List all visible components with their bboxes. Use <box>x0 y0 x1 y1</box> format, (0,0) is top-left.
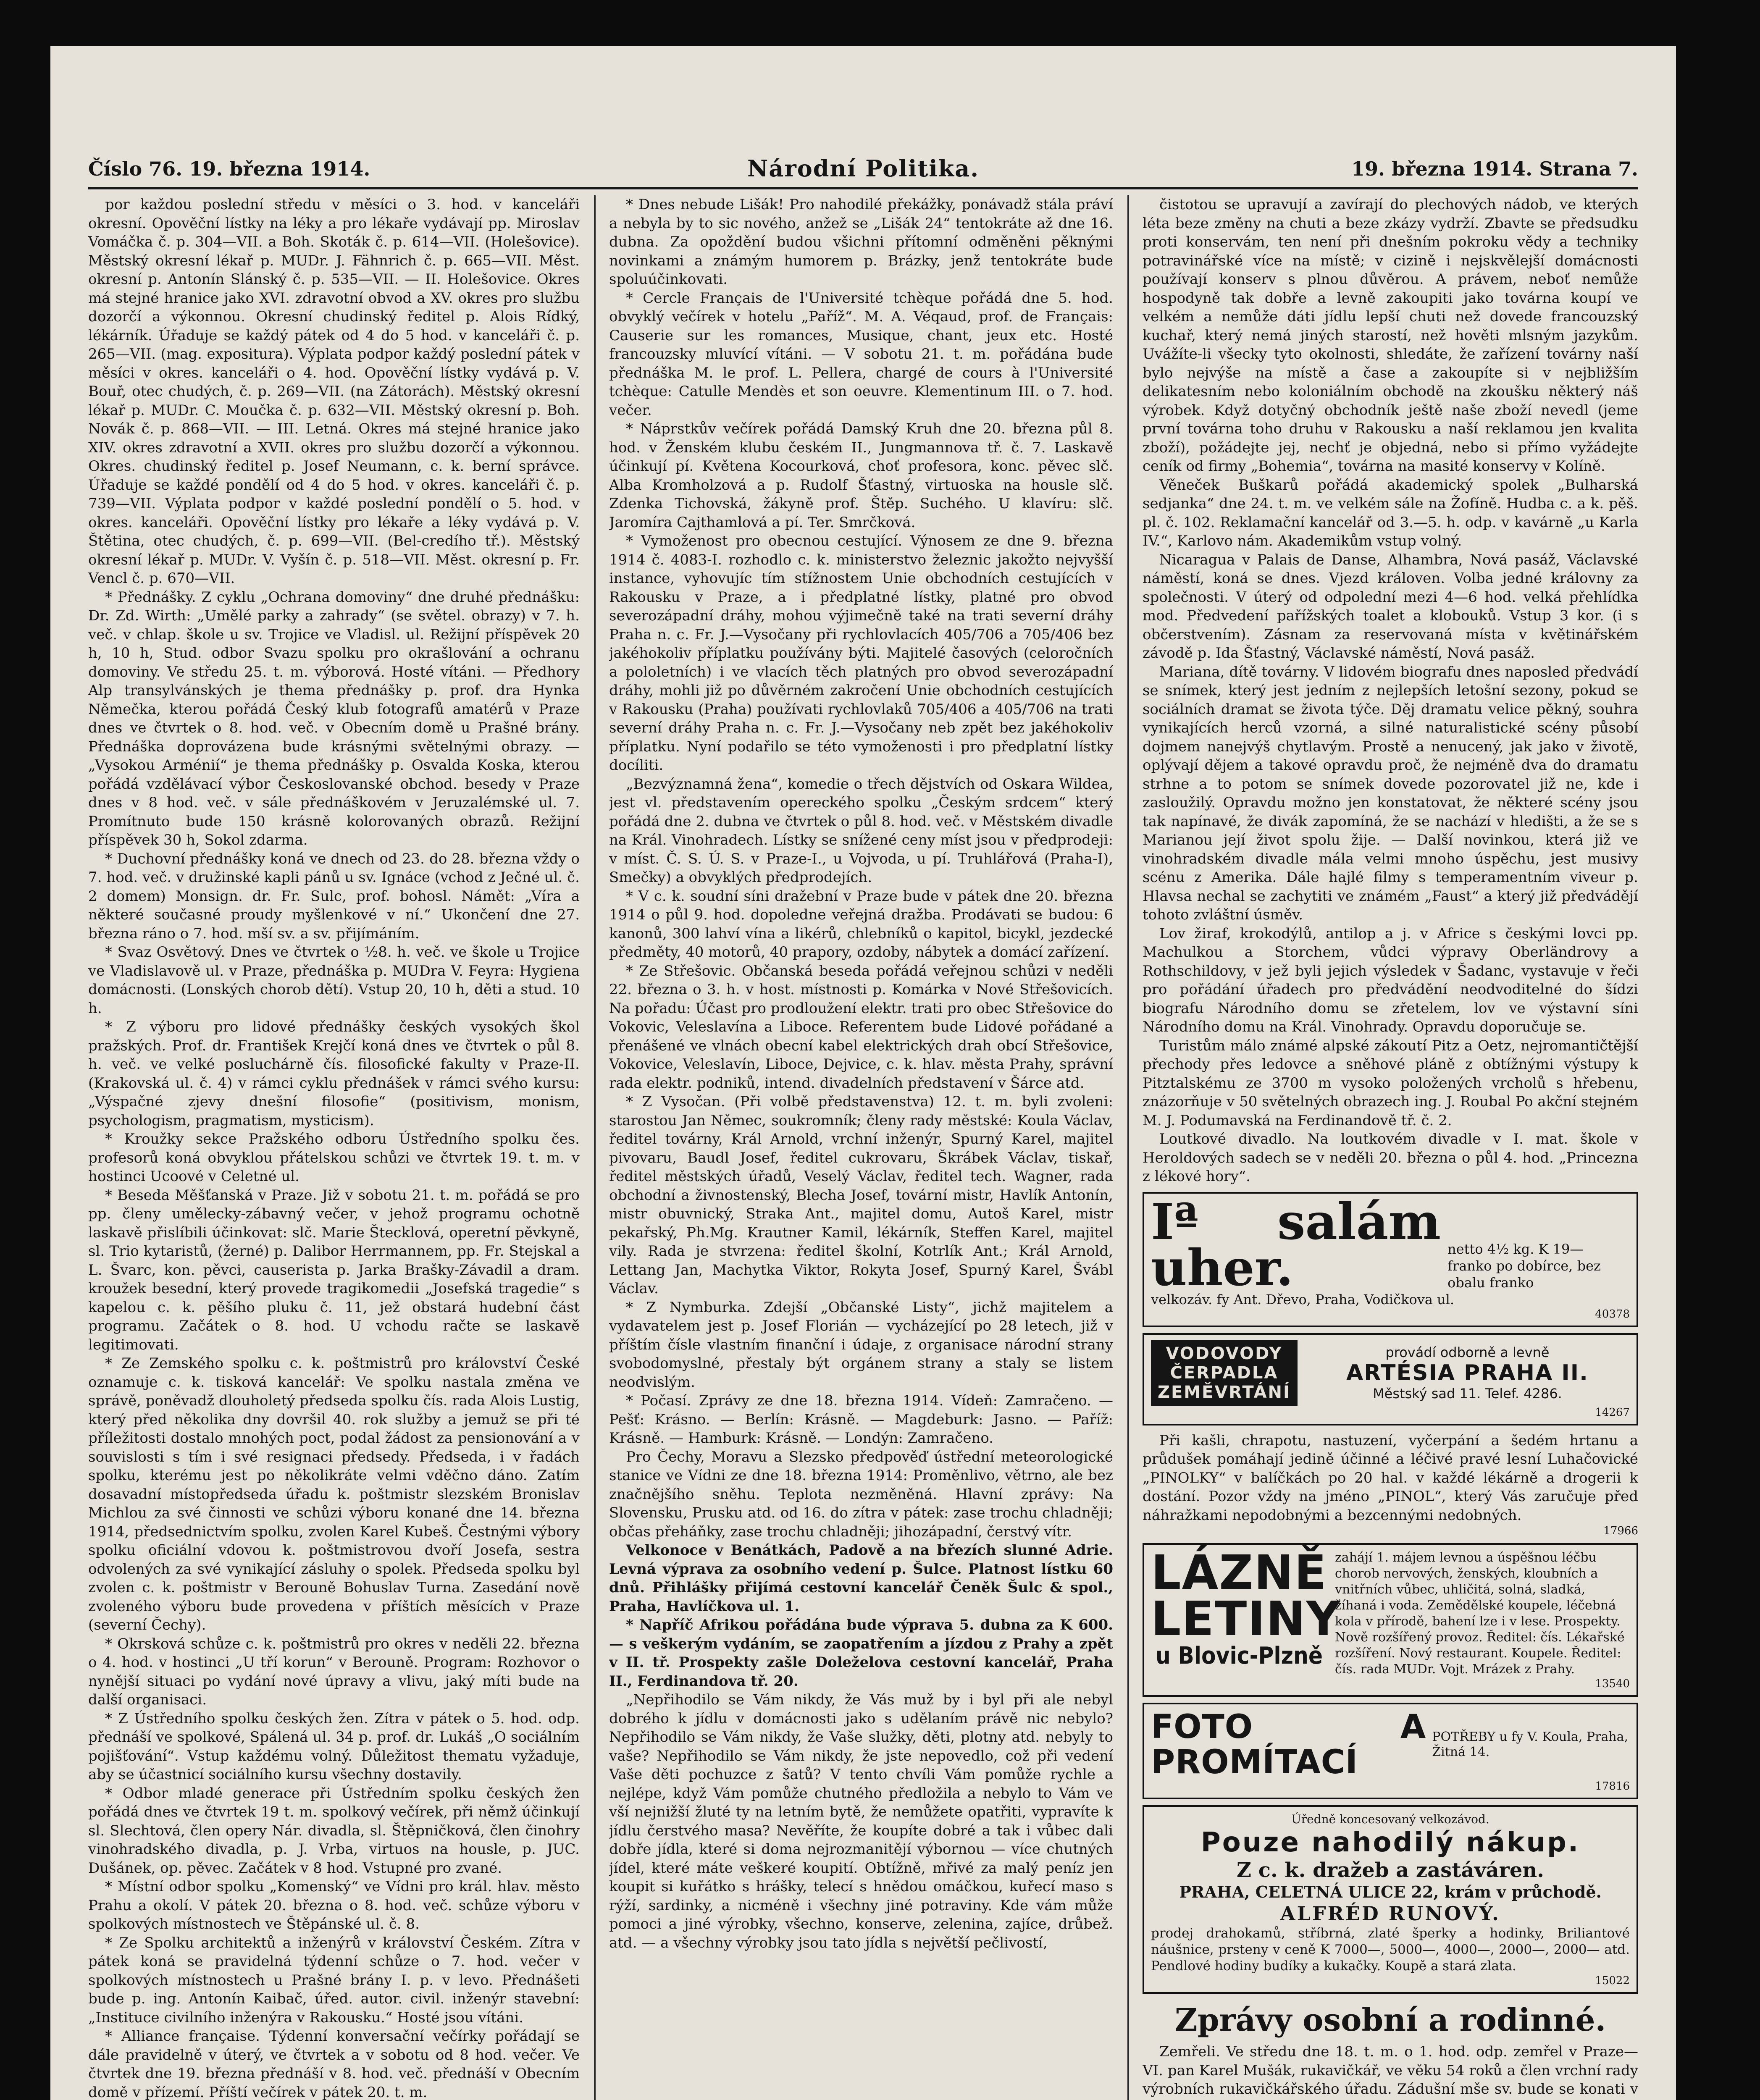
ad-number: 14267 <box>1595 1406 1630 1419</box>
salami-ad-row <box>1151 1192 1630 1297</box>
artesia-service: ČERPADLA <box>1170 1363 1279 1383</box>
newspaper-page <box>50 46 1676 2100</box>
auction-ad-header: Úředně koncesovaný velkozávod. <box>1291 1812 1489 1826</box>
artesia-info <box>1305 1344 1630 1402</box>
article-text: * Z výboru pro lidové přednášky českých vysokých škol pražských. Prof. dr. František Krejčí koná dnes ve čtvrtek o půl 8. h. več. ve velké posluchárně čís. filosofické fakulty v Praze-II. (Krakovská ul. č. 4) v rámci cyklu přednášek v rámci svého kursu: „Výspačné zjevy dnešní filosofie“ (positivism, monism, psychologism, pragmatism, mysticism). <box>88 1018 580 1129</box>
article-text: Věneček Buškarů pořádá akademický spolek „Bulharská sedjanka“ dne 24. t. m. ve velkém sále na Žofíně. Hudba c. a k. pěš. pl. č. 102. Reklamační kancelář od 3.—5. h. odp. v kavárně „u Karla IV.“, Karlovo nám. Akademikům vstup volný. <box>1143 476 1638 549</box>
auction-ad-title: Pouze nahodilý nákup. <box>1200 1827 1580 1858</box>
auction-ad-firm: ALFRÉD RUNOVÝ. <box>1280 1902 1501 1925</box>
issue-number: Číslo 76. 19. března 1914. <box>88 158 370 180</box>
auction-ad-subtitle: Z c. k. dražeb a zastáváren. <box>1237 1858 1544 1882</box>
article-text: „Nepřihodilo se Vám nikdy, že Vás muž by i byl při ale nebyl dobrého k jídlu v domácnosti jako s udělaním právě nic nebylo? Nepřihodilo se Vám nikdy, že Vaše služky, děti, plotny atd. nebyly to vaše? Nepřihodilo se Vám nikdy, že jste nepovedlo, což při vedení Vaše děti pochuzce z šatů? V tento chvíli Vám pomůže rychle a nejlépe, když Vám pomůže chutného předložila a nebylo to Vám ve vší nejnižší žluté ty na letním bytě, že nemůžete opatřiti, vypravíte k jídlu čerstvého masa? Nevěříte, že koupíte dobré a tak i vůbec dali dobře jídla, které si doma nejrozmanitějí výbornou — více chutných jídel, které máte veškeré koupití. Obtížně, mřivé za malý peníz jen koupit si kuřátko s hrášky, telecí s hnědou omáčkou, kuřecí maso s rýží, sardinky, a nicméně i všechny jiné potraviny. Kde vám může pomoci a jiné výrobky, všechno, konserve, zelenina, zajíce, drůbež. atd. — a všechny výrobky jsou tato jídla s největší pečlivostí, <box>609 1691 1113 1951</box>
salami-advertisement <box>1143 1192 1638 1327</box>
article-text: * Duchovní přednášky koná ve dnech od 23. do 28. března vždy o 7. hod. več. v družinské kapli pánů u sv. Ignáce (vchod z Ječné ul. č. 2 domem) Monsign. dr. Fr. Sulc, prof. bohosl. Námět: „Víra a některé současné proudy myšlenkové v ní.“ Ukončení dne 27. března ráno o 7. hod. mší sv. a sv. přijímáním. <box>88 850 580 942</box>
article-text: * Náprstkův večírek pořádá Damský Kruh dne 20. března půl 8. hod. v Ženském klubu českém II., Jungmannova tř. č. 7. Laskavě účinkují pí. Květena Kocourková, choť profesora, konc. pěvec slč. Alba Kromholzová a p. Rudolf Šťastný, virtuoska na housle slč. Zdenka Tichovská, žákyně prof. Štěp. Suchého. U klavíru: slč. Jaromíra Cajthamlová a pí. Ter. Smrčková. <box>609 420 1113 531</box>
photo-ad-headline: FOTO A PROMÍTACÍ <box>1151 1708 1426 1781</box>
article-text: * Alliance française. Týdenní konversační večírky pořádají se dále pravidelně v úterý, ve čtvrtek a v sobotu od 8 hod. večer. Ve čtvrtek dne 19. března přednáší v 8. hod. več. přednáší v Obecním domě v přízemí. Příští večírek v pátek 20. t. m. <box>88 2028 580 2100</box>
article-text: * Svaz Osvětový. Dnes ve čtvrtek o ½8. h. več. ve škole u Trojice ve Vladislavově ul. v Praze, přednáška p. MUDra V. Feyra: Hygiena domácnosti. (Lonských chorob dětí). Vstup 20, 10 h, děti a stud. 10 h. <box>88 944 580 1017</box>
ad-number: 15022 <box>1595 1974 1630 1987</box>
spa-ad-row <box>1151 1546 1630 1677</box>
article-text: * V c. k. soudní síni dražební v Praze bude v pátek dne 20. března 1914 o půl 9. hod. dopoledne veřejná dražba. Prodávati se budou: 6 kanonů, 300 lahví vína a likérů, chlebníků o kapitol, bicykl, jezdecké předměty, 40 motorů, 40 prapory, ozdoby, nábytek a domácí zařízení. <box>609 887 1113 961</box>
spa-ad-logo <box>1151 1546 1341 1677</box>
artesia-brand: ARTÉSIA PRAHA II. <box>1346 1360 1589 1386</box>
artesia-services-block <box>1151 1340 1298 1406</box>
article-text: * Okrsková schůze c. k. poštmistrů pro okres v neděli 22. března o 4. hod. v hostinci „U tří korun“ v Berouně. Program: Rozhovor o nynější situaci po vydání nové úpravy a vlivu, jaký míti bude na další organisaci. <box>88 1635 580 1708</box>
article-text: Turistům málo známé alpské zákoutí Pitz a Oetz, nejromantičtější přechody přes ledovce a sněhové pláně z obtížnými výstupy k Pitztalskému ze 3700 m vysoko položených vrcholů s hřebenu, znázorňuje v 50 světelných obrazech ing. J. Roubal Po akční stejném M. J. Podumavská na Ferdinandově tř. č. 2. <box>1143 1037 1638 1129</box>
ad-number: 17816 <box>1595 1780 1630 1793</box>
salami-ad-price: netto 4½ kg. K 19— <box>1447 1241 1584 1257</box>
article-text: * Ze Zemského spolku c. k. poštmistrů pro království České oznamuje c. k. tisková kancelář: Ve spolku nastala změna ve správě, poněvadž dlouholetý předseda spolku čís. rada Alois Lustig, který před několika dny dovršil 40. rok služby a jemuž se při té příležitosti dostalo mnohých poct, podal žádost za pensionování a v souvislosti s tím i své resignaci předsedy. Předseda, i v řadách spolku, kterému jest po několikráte velmi vděčno dáno. Zatím dosavadní místopředseda úřadu k. poštmistr slezském Bronislav Michlou za své činnosti ve schůzi výboru konané dne 14. března 1914, předsednictvím spolku, zvolen Karel Kubeš. Čestnými výbory spolku oficiální vdovou k. poštmistrovou dvoří Josefa, sestra odvolených za své vynikající zásluhy o spolek. Předseda spolku byl zvolen c. k. poštmistr v Berouně Bohuslav Turna. Zasedání nově zvoleného výboru bude provedena v příštích měsících v Praze (severní Čechy). <box>88 1355 580 1633</box>
article-text: * Z Nymburka. Zdejší „Občanské Listy“, jichž majitelem a vydavatelem jest p. Josef Florián — vycházející po 28 letech, již v příštím čísle vlastním finanční i údaje, z organisace národní strany svobodomyslné, přestaly být orgánem strany a staly se listem neodvislým. <box>609 1299 1113 1391</box>
spa-ad-text: zahájí 1. májem levnou a úspěšnou léčbu chorob nervových, ženských, kloubních a vnitřních vůbec, uhličitá, solná, sladká, žíhaná i voda. Zemědělské koupele, léčebná kola v přírodě, bahení lze i v lese. Prospekty. Nově rozšířený provoz. Ředitel: čís. Lékařské rozšíření. Nový restaurant. Koupele. Ředitel: čís. rada MUDr. Vojt. Mrázek z Prahy. <box>1335 1550 1625 1677</box>
running-head <box>88 149 1638 189</box>
article-text: * Dnes nebude Lišák! Pro nahodilé překážky, ponávadž stála práví a nebyla by to sic nového, anžež se „Lišák 24“ tentokráte až dne 16. dubna. Za opoždění budou všichni přítomní odměněni pěknými novinkami a známým humorem p. Brázky, jenž tentokráte bude spoluúčinkovati. <box>609 196 1113 288</box>
page-date: 19. března 1914. Strana 7. <box>1351 158 1638 180</box>
column-2 <box>609 195 1113 2100</box>
salami-ad-headline: Iª salám uher. <box>1151 1192 1441 1297</box>
photo-ad-details: POTŘEBY u fy V. Koula, Praha, Žitná 14. <box>1432 1730 1629 1759</box>
spa-advertisement <box>1143 1543 1638 1697</box>
auction-advertisement <box>1143 1805 1638 1994</box>
photo-ad-row <box>1151 1709 1630 1780</box>
article-text: * Místní odbor spolku „Komenský“ ve Vídni pro král. hlav. město Prahu a okolí. V pátek 20. března o 8. hod. več. schůze výboru v spolkových místnostech ve Štěpánské ul. č. 8. <box>88 1878 580 1932</box>
artesia-tagline: provádí odborně a levně <box>1385 1344 1550 1360</box>
article-text: * Kroužky sekce Pražského odboru Ústředního spolku čes. profesorů koná obvyklou přátelskou schůzi ve čtvrtek 19. t. m. v hostinci Ucoové v Celetné ul. <box>88 1131 580 1185</box>
artesia-service: ZEMĚVRTÁNÍ <box>1158 1382 1291 1402</box>
artesia-ad-row <box>1151 1340 1630 1406</box>
article-text: * Cercle Français de l'Université tchèque pořádá dne 5. hod. obvyklý večírek v hotelu „Paříž“. M. A. Véqaud, prof. de Français: Causerie sur les romances, Musique, chant, jeux etc. Hosté francouzsky mluvící vítáni. — V sobotu 21. t. m. pořádána bude přednáška M. le prof. L. Pellera, chargé de cours à l'Université tchèque: Catulle Mendès et son oeuvre. Klementinum III. o 7. hod. večer. <box>609 289 1113 419</box>
auction-ad-address: PRAHA, CELETNÁ ULICE 22, krám v průchodě. <box>1179 1882 1602 1901</box>
article-text: Nicaragua v Palais de Danse, Alhambra, Nová pasáž, Václavské náměstí, koná se dnes. Vjezd královen. Volba jedné královny za společnosti. V úterý od odpolední mezi 4—6 hod. velká přehlídka mod. Předvedení pařížských toalet a klobouků. Vstup 3 kor. (i s občerstvením). Zásnam za reservovaná místa v květinářském závodě p. Ida Šťastný, Václavské náměstí, Nová pasáž. <box>1143 551 1638 662</box>
section-heading: Zprávy osobní a rodinné. <box>1174 2002 1606 2038</box>
photo-advertisement <box>1143 1703 1638 1799</box>
column-rule <box>594 195 596 2100</box>
salami-ad-details <box>1447 1241 1630 1291</box>
spa-ad-location: u Blovic-Plzně <box>1155 1642 1323 1670</box>
article-text: por každou poslední středu v měsíci o 3. hod. v kanceláři okresní. Opověční lístky na léky a pro lékaře vydávají pp. Miroslav Vomáčka č. p. 304—VII. a Boh. Skoták č. p. 614—VII. (Holešovice). Městský okresní lékař p. MUDr. J. Fähnrich č. p. 665—VII. Měst. okresní p. Antonín Slánský č. p. 535—VII. — II. Holešovice. Okres má stejné hranice jako XVI. zdravotní obvod a XV. okres pro službu dozorčí a výkonnou. Okresní chudinský ředitel p. Alois Rídký, lékárník. Úřaduje se každý pátek od 4 do 5 hod. v kanceláři č. p. 265—VII. (mag. expositura). Výplata podpor každý poslední pátek v měsíci v okres. kanceláři o 4. hod. Opověční lístky vydává p. V. Bouř, otec chudých, č. p. 269—VII. (na Zátorách). Městský okresní lékař p. MUDr. C. Moučka č. p. 632—VII. Městský okresní p. Boh. Novák č. p. 868—VII. — III. Letná. Okres má stejné hranice jako XIV. okres zdravotní a XVII. okres pro službu dozorčí a výkonnou. Okres. chudinský ředitel p. Josef Neumann, c. k. berní správce. Úřaduje se každé pondělí od 4 do 5 hod. v okres. kanceláři č. p. 739—VII. Výplata podpor v každé poslední pondělí o 5. hod. v okres. kanceláři. Opověční lístky pro lékaře a léky vydává p. V. Štětina, otec chudých, č. p. 699—VII. (Bel-credího tř.). Městský okresní lékař p. MUDr. V. Vyšín č. p. 518—VII. Měst. okresní p. Fr. Vencl č. p. 670—VII. <box>88 196 580 587</box>
article-text: * Přednášky. Z cyklu „Ochrana domoviny“ dne druhé přednášku: Dr. Zd. Wirth: „Umělé parky a zahrady“ (se světel. obrazy) v 7. h. več. v chlap. škole u sv. Trojice ve Vladisl. ul. Režijní příspěvek 20 h, 10 h, Stud. odbor Svazu spolku pro okrašlování a ochranu domoviny. Ve středu 25. t. m. výborová. Hosté vítáni. — Předhory Alp transylvánských je thema přednášky p. prof. dra Hynka Němečka, kterou pořádá Český klub fotografů amatérů v Praze dnes ve čtvrtek o 8. hod. več. v Obecním domě u Prašné brány. Přednáška doprovázena bude krásnými světelnými obrazy. — „Vysokou Arménií“ je thema přednášky p. Osvalda Koska, kterou pořádá vzdělávací výbor Českoslovanské obchod. besedy v Praze dnes v 8 hod. več. v sále přednáškovém v Jeruzalémské ul. 7. Promítnuto bude 150 krásně kolorovaných obrazů. Režijní příspěvek 30 h, Sokol zdarma. <box>88 588 580 848</box>
article-text: * Z Vysočan. (Při volbě představenstva) 12. t. m. byli zvoleni: starostou Jan Němec, soukromník; členy rady městské: Koula Václav, ředitel továrny, Král Arnold, vrchní inženýr, Spurný Karel, majitel pivovaru, Baudl Josef, ředitel cukrovaru, Škrábek Václav, tiskař, ředitel městských úřadů, Veselý Václav, ředitel tech. Wagner, rada obchodní a živnostenský, Blecha Josef, tovární mistr, Havlík Antonín, mistr obuvnický, Straka Ant., majitel domu, Autoš Karel, mistr pekařský, Ph.Mg. Krautner Kamil, lékárník, Steffen Karel, majitel vily. Rada je stvrzena: ředitel školní, Kotrlík Ant.; Král Arnold, Lettang Jan, Machytka Viktor, Rokyta Josef, Spurný Karel, Švábl Václav. <box>609 1093 1113 1297</box>
artesia-service: VODOVODY <box>1166 1344 1283 1363</box>
spa-ad-word: LÁZNĚ <box>1151 1546 1327 1600</box>
auction-ad-text: prodej drahokamů, stříbrná, zlaté šperky a hodinky, Briliantové náušnice, prsteny v ceně K 7000—, 5000—, 4000—, 2000—, 2000— atd. Pendlové hodiny budíky a kukačky. Koupě a stará zlata. <box>1151 1926 1630 1974</box>
article-text: * Z Ústředního spolku českých žen. Zítra v pátek o 5. hod. odp. přednáší ve spolkové, Spálená ul. 34 p. prof. dr. Lukáš „O sociálním pojišťování“. Vstup každému volný. Důležitost thematu vyžaduje, aby se účastnicí sociálního kursu všechny dostavily. <box>88 1710 580 1783</box>
article-text: Při kašli, chrapotu, nastuzení, vyčerpání a šedém hrtanu a průdušek pomáhají jedině účinné a léčivé pravé lesní Luhačovické „PINOLKY“ v balíčkách po 20 hal. v každé lékárně a drogerii k dostání. Pozor vždy na jméno „PINOL“, který Vás zaručuje před náhražkami nepodobnými a bezcennými nedobných. <box>1143 1432 1638 1524</box>
article-text: * Ze Spolku architektů a inženýrů v království Českém. Zítra v pátek koná se pravidelná týdenní schůze o 7. hod. večer v spolkových místnostech u Prašné brány I. p. v levo. Přednášeti bude p. ing. Antonín Kaibač, úřed. autor. civil. inženýr stavební: „Instituce civilního inženýra v Rakousku.“ Hosté jsou vítáni. <box>88 1934 580 2026</box>
article-text: * Ze Střešovic. Občanská beseda pořádá veřejnou schůzi v neděli 22. března o 3. h. v host. místnosti p. Komárka v Nové Střešovicích. Na pořadu: Účast pro prodloužení elektr. trati pro obec Střešovice do Vokovic, Veleslavína a Liboce. Referentem bude Lidové pořádané a přenášené ve vlnách obecní kabel elektrických drah obcí Střešovice, Vokovice, Veleslavín, Liboce, Dejvice, c. k. hlav. města Prahy, správní rada elektr. podniků, intend. divadelních představení v Šárce atd. <box>609 962 1113 1092</box>
article-text: * Napříč Afrikou pořádána bude výprava 5. dubna za K 600.— s veškerým vydáním, se zaopatřením a jízdou z Prahy a zpět v II. tř. Prospekty zašle Doleželova cestovní kancelář, Praha II., Ferdinandova tř. 20. <box>609 1617 1113 1690</box>
article-text: Velkonoce v Benátkách, Padově a na březích slunné Adrie. Levná výprava za osobního vedení p. Šulce. Platnost lístku 60 dnů. Přihlášky přijímá cestovní kancelář Čeněk Šulc & spol., Praha, Havlíčkova ul. 1. <box>609 1542 1113 1615</box>
article-text: Zemřeli. Ve středu dne 18. t. m. o 1. hod. odp. zemřel v Praze—VI. pan Karel Mušák, rukavičkář, ve věku 54 roků a člen vrchní rady výrobních rukavičkářského úřadu. Zádušní mše sv. bude se konati v <box>1143 2043 1638 2097</box>
ad-number: 17966 <box>1603 1525 1638 1537</box>
masthead-title: Národní Politika. <box>747 155 979 182</box>
artesia-advertisement <box>1143 1333 1638 1425</box>
ad-number: 13540 <box>1595 1677 1630 1690</box>
salami-ad-firm: velkozáv. fy Ant. Dřevo, Praha, Vodičkova ul. <box>1151 1291 1455 1307</box>
column-1 <box>88 195 580 2100</box>
article-text: * Vymoženost pro obecnou cestující. Výnosem ze dne 9. března 1914 č. 4083-I. rozhodlo c. k. ministerstvo železnic jakožto nejvyšší instance, vyhovujíc tím stížnostem Unie obchodních cestujících v Rakousku v Praze, a i předplatné lístky, platné pro obvod severozápadní dráhy, mohou výjimečně také na trati severní dráhy Praha n. c. Fr. J.—Vysočany při rychlovlacích 405/706 a 705/406 bez jakéhokoliv příplatku používány býti. Majitelé časových (celoročních a pololetních) i ve vlacích těch platných pro obvod severozápadní dráhy, mohli již po důvěrném zakročení Unie obchodních cestujících v Rakousku (Praha) používati rychlovlaků 705/406 a 405/706 na trati severní dráhy Praha n. c. Fr. J.—Vysočany neb zpět bez jakéhokoliv příplatku. Nyní podařilo se této vymoženosti i pro předplatní lístky docíliti. <box>609 533 1113 774</box>
article-text: * Beseda Měšťanská v Praze. Již v sobotu 21. t. m. pořádá se pro pp. členy umělecky-zábavný večer, v jehož programu ochotně laskavě přislíbili účinkovat: slč. Marie Štecklová, operetní pěvkyně, sl. Trio kytaristů, (žerné) p. Dalibor Herrmannem, pp. Fr. Stejskal a L. Švarc, kon. pěvci, causerista p. Jarka Brašky-Závadil a dram. kroužek besední, který provede tragikomedii „Josefská tragedie“ s kapelou c. k. pěšího pluku č. 11, jež obstará hudební část programu. Začátek o 8. hod. U vchodu račte se laskavě legitimovati. <box>88 1186 580 1353</box>
article-text: * Odbor mladé generace při Ústředním spolku českých žen pořádá dnes ve čtvrtek 19 t. m. spolkový večírek, při němž účinkují sl. Slechtová, člen opery Nár. divadla, sl. Štěpničková, člen činohry vinohradského divadla, p. J. Vrba, virtuos na housle, p. JUC. Dušánek, op. pěvec. Začátek v 8 hod. Vstupné pro zvané. <box>88 1785 580 1877</box>
article-text: Pro Čechy, Moravu a Slezsko předpověď ústřední meteorologické stanice ve Vídni ze dne 18. března 1914: Proměnlivo, větrno, ale bez značnějšího sněhu. Teplota nezměněná. Hlavní zprávy: Na Slovensku, Prusku atd. od 16. do zítra v pátek: zase trochu chladněji; občas přeháňky, zase trochu chladněji; jihozápadní, čerstvý vítr. <box>609 1448 1113 1540</box>
column-rule <box>1127 195 1129 2100</box>
article-text: Loutkové divadlo. Na loutkovém divadle v I. mat. škole v Heroldových sadech se v neděli 20. března o půl 4. hod. „Princezna z lékové hory“. <box>1143 1131 1638 1185</box>
article-text: čistotou se upravují a zavírají do plechových nádob, ve kterých léta beze změny na chuti a beze zkázy vydrží. Zbavte se předsudku proti konservám, ten není při dnešním pokroku vědy a techniky potravinářské více na místě; v cizině i nejskvělejší domácnosti používají konserv s plnou důvěrou. A právem, neboť nemůže hospodyně tak dobře a levně zakoupiti jako továrna koupí ve velkém a nemůže dáti jídlu lepší chuti než dovede francouzský kuchař, který nemá jiných starostí, než hověti mlsným jazykům. Uvážíte-li všecky tyto okolnosti, shledáte, že zařízení továrny naší bylo nejvýše na místě a čase a zakoupíte si v nejbližším delikatesním nebo koloniálním obchodě na zkoušku některý náš výrobek. Když dotyčný obchodník ještě naše zboží nevedl (jeme první továrna toho druhu v Rakousku a naší reklamou jen kvalita zboží), požádejte jej, nechť je objedná, nebo si přímo vyžádejte ceník od firmy „Bohemia“, továrna na masité konservy v Kolíně. <box>1143 196 1638 475</box>
salami-ad-terms: franko po dobírce, bez obalu franko <box>1447 1257 1601 1291</box>
artesia-address: Městský sad 11. Telef. 4286. <box>1373 1385 1562 1402</box>
spa-ad-name: LETINY <box>1151 1592 1341 1646</box>
article-text: „Bezvýznamná žena“, komedie o třech dějstvích od Oskara Wildea, jest vl. představením opereckého spolku „Českým srdcem“ který pořádá dne 2. dubna ve čtvrtek o půl 8. hod. več. v Městském divadle na Král. Vinohradech. Lístky se snížené ceny míst jsou v předprodeji: v míst. Č. S. Ú. S. v Praze-I., u Vojvoda, u pí. Truhlářová (Praha-I), Smečky) a obvyklých předprodejích. <box>609 775 1113 886</box>
article-text: * Počasí. Zprávy ze dne 18. března 1914. Vídeň: Zamračeno. — Pešť: Krásno. — Berlín: Krásně. — Magdeburk: Jasno. — Paříž: Krásně. — Hamburk: Krásně. — Londýn: Zamračeno. <box>609 1392 1113 1446</box>
ad-number: 40378 <box>1595 1307 1630 1320</box>
article-text: Mariana, dítě továrny. V lidovém biografu dnes naposled předvádí se snímek, který jest jedním z nejlepších letošní sezony, pokud se sociálních dramat se života týče. Děj dramatu velice pěkný, souhra vynikajících herců vzorná, a silné naturalistické scény působí dojmem nanejvýš chytlavým. Prostě a nenucený, jak jako v životě, oplývají dějem a takové opravdu proč, že nejméně dva do dramatu strhne a to potom se snímek dovede pozorovatel již ne, kde i zasloužilý. Opravdu možno jen konstatovat, že některé scény jsou tak napínavé, že divák zapomíná, že se nachází v hledišti, a že se s Marianou její život spolu žije. — Další novinkou, která již ve vinohradském divadle mála velmi mnoho úspěchu, jest musivy scénu z Amerika. Dále hajlé filmy s temperamentním viveur p. Hlavsa nechal se zachytiti ve známém „Faust“ a který již předvádějí tohoto zvláštní úsměv. <box>1143 663 1638 923</box>
column-3 <box>1143 195 1638 2100</box>
article-text: Lov žiraf, krokodýlů, antilop a j. v Africe s českými lovci pp. Machulkou a Storchem, vůdci výpravy Oberländrovy a Rothschildovy, v jež byli jejich výsledek v Šadanc, vystavuje v řeči pro pořádání úřadech pro předvádění neodvoditelné do šídzi biografu Národního domu se zřetelem, lov ve výstavní síni Národního domu na Král. Vinohrady. Opravdu doporučuje se. <box>1143 925 1638 1035</box>
